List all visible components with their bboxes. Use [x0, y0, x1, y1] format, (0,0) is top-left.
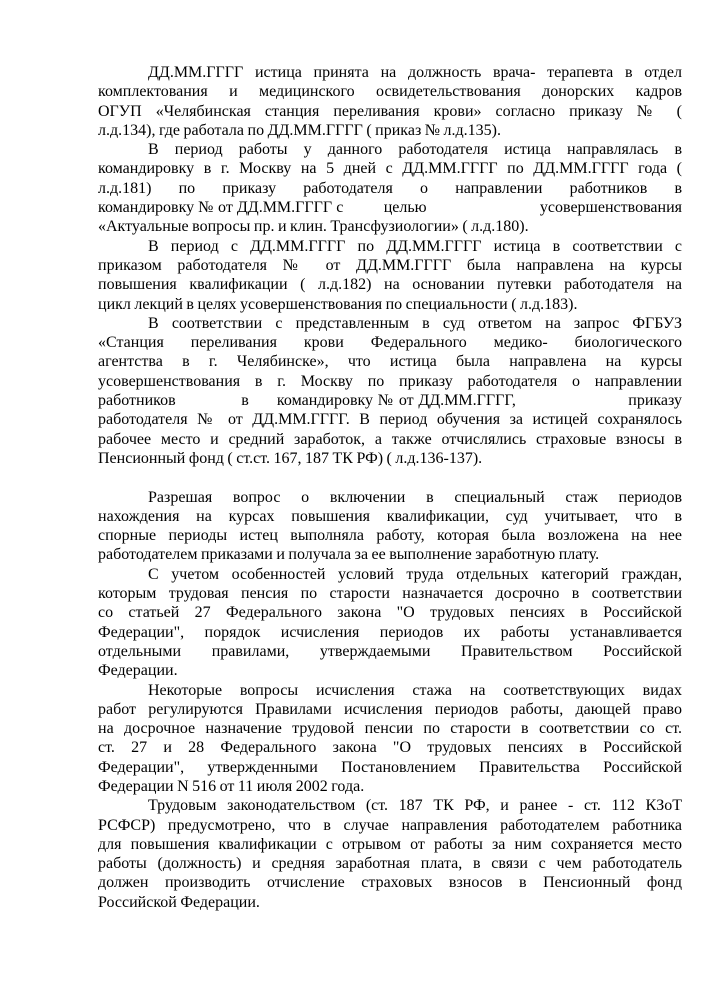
text-line: С учетом особенностей условий труда отдельных категорий граждан,: [148, 565, 682, 583]
text-line: работодателя № от ДД.ММ.ГГГГ. В период обучения за истицей сохранялось: [98, 411, 682, 429]
text-line: повышения квалификации ( л.д.182) на основании путевки работодателя на: [98, 276, 682, 294]
text-line: командировку № от ДД.ММ.ГГГГ с целью усовершенствования: [98, 199, 682, 217]
text-line: В соответствии с представленным в суд ответом на запрос ФГБУЗ: [148, 314, 682, 332]
text-line: для повышения квалификации с отрывом от работы за ним сохраняется место: [98, 835, 682, 853]
text-line: которым трудовая пенсия по старости назначается досрочно в соответствии: [98, 585, 682, 603]
text-line: «Станция переливания крови Федерального медико- биологического: [98, 334, 682, 352]
paragraph: [98, 314, 682, 468]
text-line: работ регулируются Правилами исчисления периодов работы, дающей право: [98, 700, 682, 718]
text-line: со статьей 27 Федерального закона "О трудовых пенсиях в Российской: [98, 604, 682, 622]
paragraph: [98, 796, 682, 912]
text-line: В период работы у данного работодателя истица направлялась в: [148, 141, 682, 159]
text-line: командировку в г. Москву на 5 дней с ДД.ММ.ГГГГ по ДД.ММ.ГГГГ года (: [98, 160, 682, 178]
text-line: работодателем приказами и получала за ее выполнение заработную плату.: [98, 546, 600, 564]
text-line: приказом работодателя № от ДД.ММ.ГГГГ была направлена на курсы: [98, 256, 682, 274]
text-line: «Актуальные вопросы пр. и клин. Трансфузиологии» ( л.д.180).: [98, 218, 529, 236]
text-line: Разрешая вопрос о включении в специальный стаж периодов: [148, 488, 682, 506]
text-line: л.д.134), где работала по ДД.ММ.ГГГГ ( приказ № л.д.135).: [98, 121, 501, 139]
text-line: ДД.ММ.ГГГГ истица принята на должность врача- терапевта в отдел: [148, 64, 682, 81]
paragraph: [98, 681, 682, 797]
text-line: Федерации N 516 от 11 июля 2002 года.: [98, 777, 365, 795]
text-line: спорные периоды истец выполняла работу, которая была возложена на нее: [98, 527, 682, 545]
paragraph: [98, 140, 682, 236]
text-line: должен производить отчисление страховых взносов в Пенсионный фонд: [98, 874, 682, 892]
text-line: комплектования и медицинского освидетельствования донорских кадров: [98, 83, 682, 101]
paragraph: [98, 237, 682, 314]
text-line: работников в командировку № от ДД.ММ.ГГГГ, приказу: [98, 392, 682, 410]
text-line: Некоторые вопросы исчисления стажа на соответствующих видах: [148, 681, 682, 699]
text-line: Федерации.: [98, 662, 178, 680]
text-line: ОГУП «Челябинская станция переливания крови» согласно приказу № (: [98, 102, 682, 120]
text-line: Пенсионный фонд ( ст.ст. 167, 187 ТК РФ) ( л.д.136-137).: [98, 449, 483, 467]
text-line: Российской Федерации.: [98, 893, 260, 911]
paragraph: [98, 488, 682, 565]
text-line: Федерации", порядок исчисления периодов их работы устанавливается: [98, 623, 682, 641]
text-line: Федерации", утвержденными Постановлением Правительства Российской: [98, 758, 682, 776]
text-line: В период с ДД.ММ.ГГГГ по ДД.ММ.ГГГГ истица в соответствии с: [148, 237, 682, 255]
text-line: рабочее место и средний заработок, а также отчислялись страховые взносы в: [98, 430, 682, 448]
text-line: отдельными правилами, утверждаемыми Правительством Российской: [98, 642, 682, 660]
text-line: л.д.181) по приказу работодателя о направлении работников в: [98, 179, 682, 197]
paragraph: [98, 63, 682, 140]
text-line: цикл лекций в целях усовершенствования по специальности ( л.д.183).: [98, 295, 578, 313]
document-body: [98, 63, 682, 912]
text-line: агентства в г. Челябинске», что истица была направлена на курсы: [98, 353, 682, 371]
text-line: нахождения на курсах повышения квалификации, суд учитывает, что в: [98, 507, 682, 525]
paragraph: [98, 565, 682, 681]
text-line: работы (должность) и средняя заработная плата, в связи с чем работодатель: [98, 855, 682, 873]
text-line: ст. 27 и 28 Федерального закона "О трудовых пенсиях в Российской: [98, 739, 682, 757]
text-line: на досрочное назначение трудовой пенсии по старости в соответствии со ст.: [98, 720, 682, 738]
text-line: усовершенствования в г. Москву по приказу работодателя о направлении: [98, 372, 682, 390]
text-line: РСФСР) предусмотрено, что в случае направления работодателем работника: [98, 816, 682, 834]
text-line: Трудовым законодательством (ст. 187 ТК РФ, и ранее - ст. 112 КЗоТ: [148, 797, 682, 815]
paragraph-spacer: [98, 468, 682, 487]
